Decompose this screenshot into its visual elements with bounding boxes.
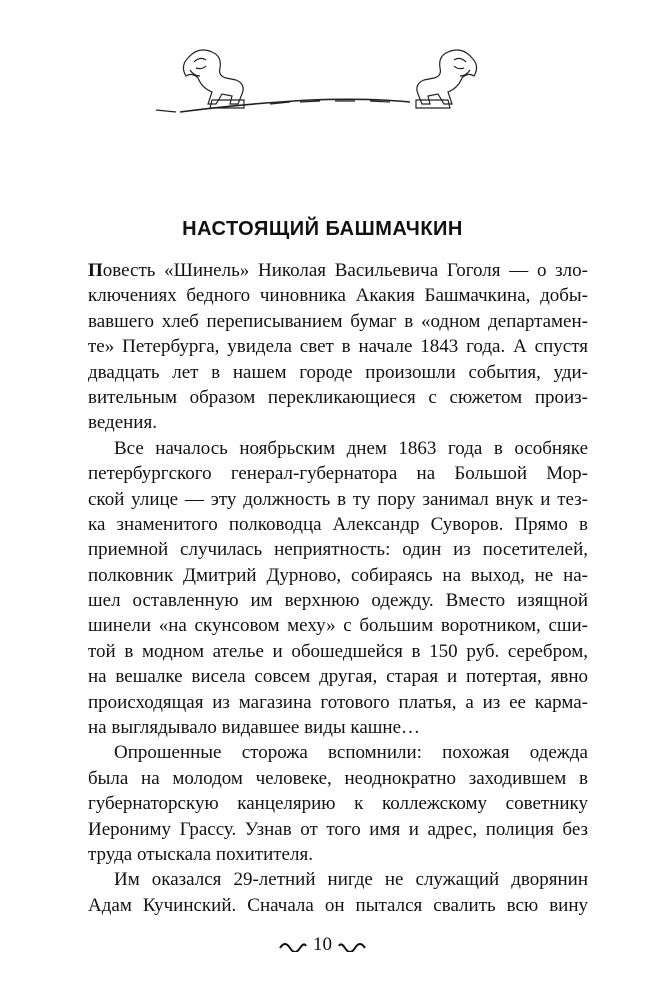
- text-line: Повесть «Шинель» Николая Васильевича Гоголя — о зло-: [88, 260, 588, 281]
- header-ornament: [150, 40, 510, 120]
- text-line: происходящая из магазина готового платья, а из ее карма-: [88, 691, 588, 713]
- body-text: [88, 258, 588, 918]
- text-line: вительным образом перекликающиеся с сюжетом произ-: [88, 386, 588, 408]
- text-line: Адам Кучинский. Сначала он пытался свалить всю вину: [88, 894, 588, 916]
- text-line: труда отыскала похитителя.: [88, 843, 313, 865]
- text-line: Иерониму Грассу. Узнав от того имя и адрес, полиция без: [88, 818, 588, 840]
- text-line: Им оказался 29-летний нигде не служащий дворянин: [114, 869, 588, 891]
- text-line: Опрошенные сторожа вспомнили: похожая одежда: [114, 742, 588, 764]
- lion-statue-right-icon: [416, 50, 477, 108]
- text-line: на выглядывало видавшее виды кашне…: [88, 717, 421, 739]
- text-line: губернаторскую канцелярию к коллежскому советнику: [88, 793, 588, 815]
- page-footer: [0, 934, 645, 956]
- text-line: приемной случилась неприятность: один из посетителей,: [88, 539, 588, 561]
- text-line: на вешалке висела совсем другая, старая и потертая, явно: [88, 666, 588, 688]
- text-line: ключениях бедного чиновника Акакия Башмачкина, добы-: [88, 285, 588, 307]
- chapter-title: НАСТОЯЩИЙ БАШМАЧКИН: [182, 218, 463, 240]
- text-line: те» Петербурга, увидела свет в начале 1843 года. А спустя: [88, 336, 588, 358]
- text-line: двадцать лет в нашем городе произошли события, уди-: [88, 361, 588, 383]
- text-line: ведения.: [88, 412, 157, 434]
- lion-statue-left-icon: [183, 50, 244, 108]
- text-line: Все началось ноябрьским днем 1863 года в особняке: [114, 437, 588, 459]
- text-line: полковник Дмитрий Дурново, собираясь на выход, не на-: [88, 564, 588, 586]
- chain-icon: [156, 99, 410, 112]
- text-line: была на молодом человеке, неоднократно заходившем в: [88, 767, 588, 789]
- text-line: ка знаменитого полководца Александр Суворов. Прямо в: [88, 513, 588, 535]
- wave-ornament-right-icon: [337, 940, 367, 952]
- wave-ornament-left-icon: [278, 940, 308, 952]
- text-line: петербургского генерал-губернатора на Большой Мор-: [88, 463, 588, 485]
- text-line: той в модном ателье и обошедшейся в 150 руб. серебром,: [88, 640, 588, 662]
- text-line: ской улице — эту должность в ту пору занимал внук и тез-: [88, 488, 588, 510]
- page-number: 10: [313, 934, 332, 955]
- text-line: шел оставленную им верхнюю одежду. Вместо изящной: [88, 590, 588, 612]
- text-line: шинели «на скунсовом меху» с большим воротником, сши-: [88, 615, 588, 637]
- text-line: вавшего хлеб переписыванием бумаг в «одном департамен-: [88, 310, 588, 332]
